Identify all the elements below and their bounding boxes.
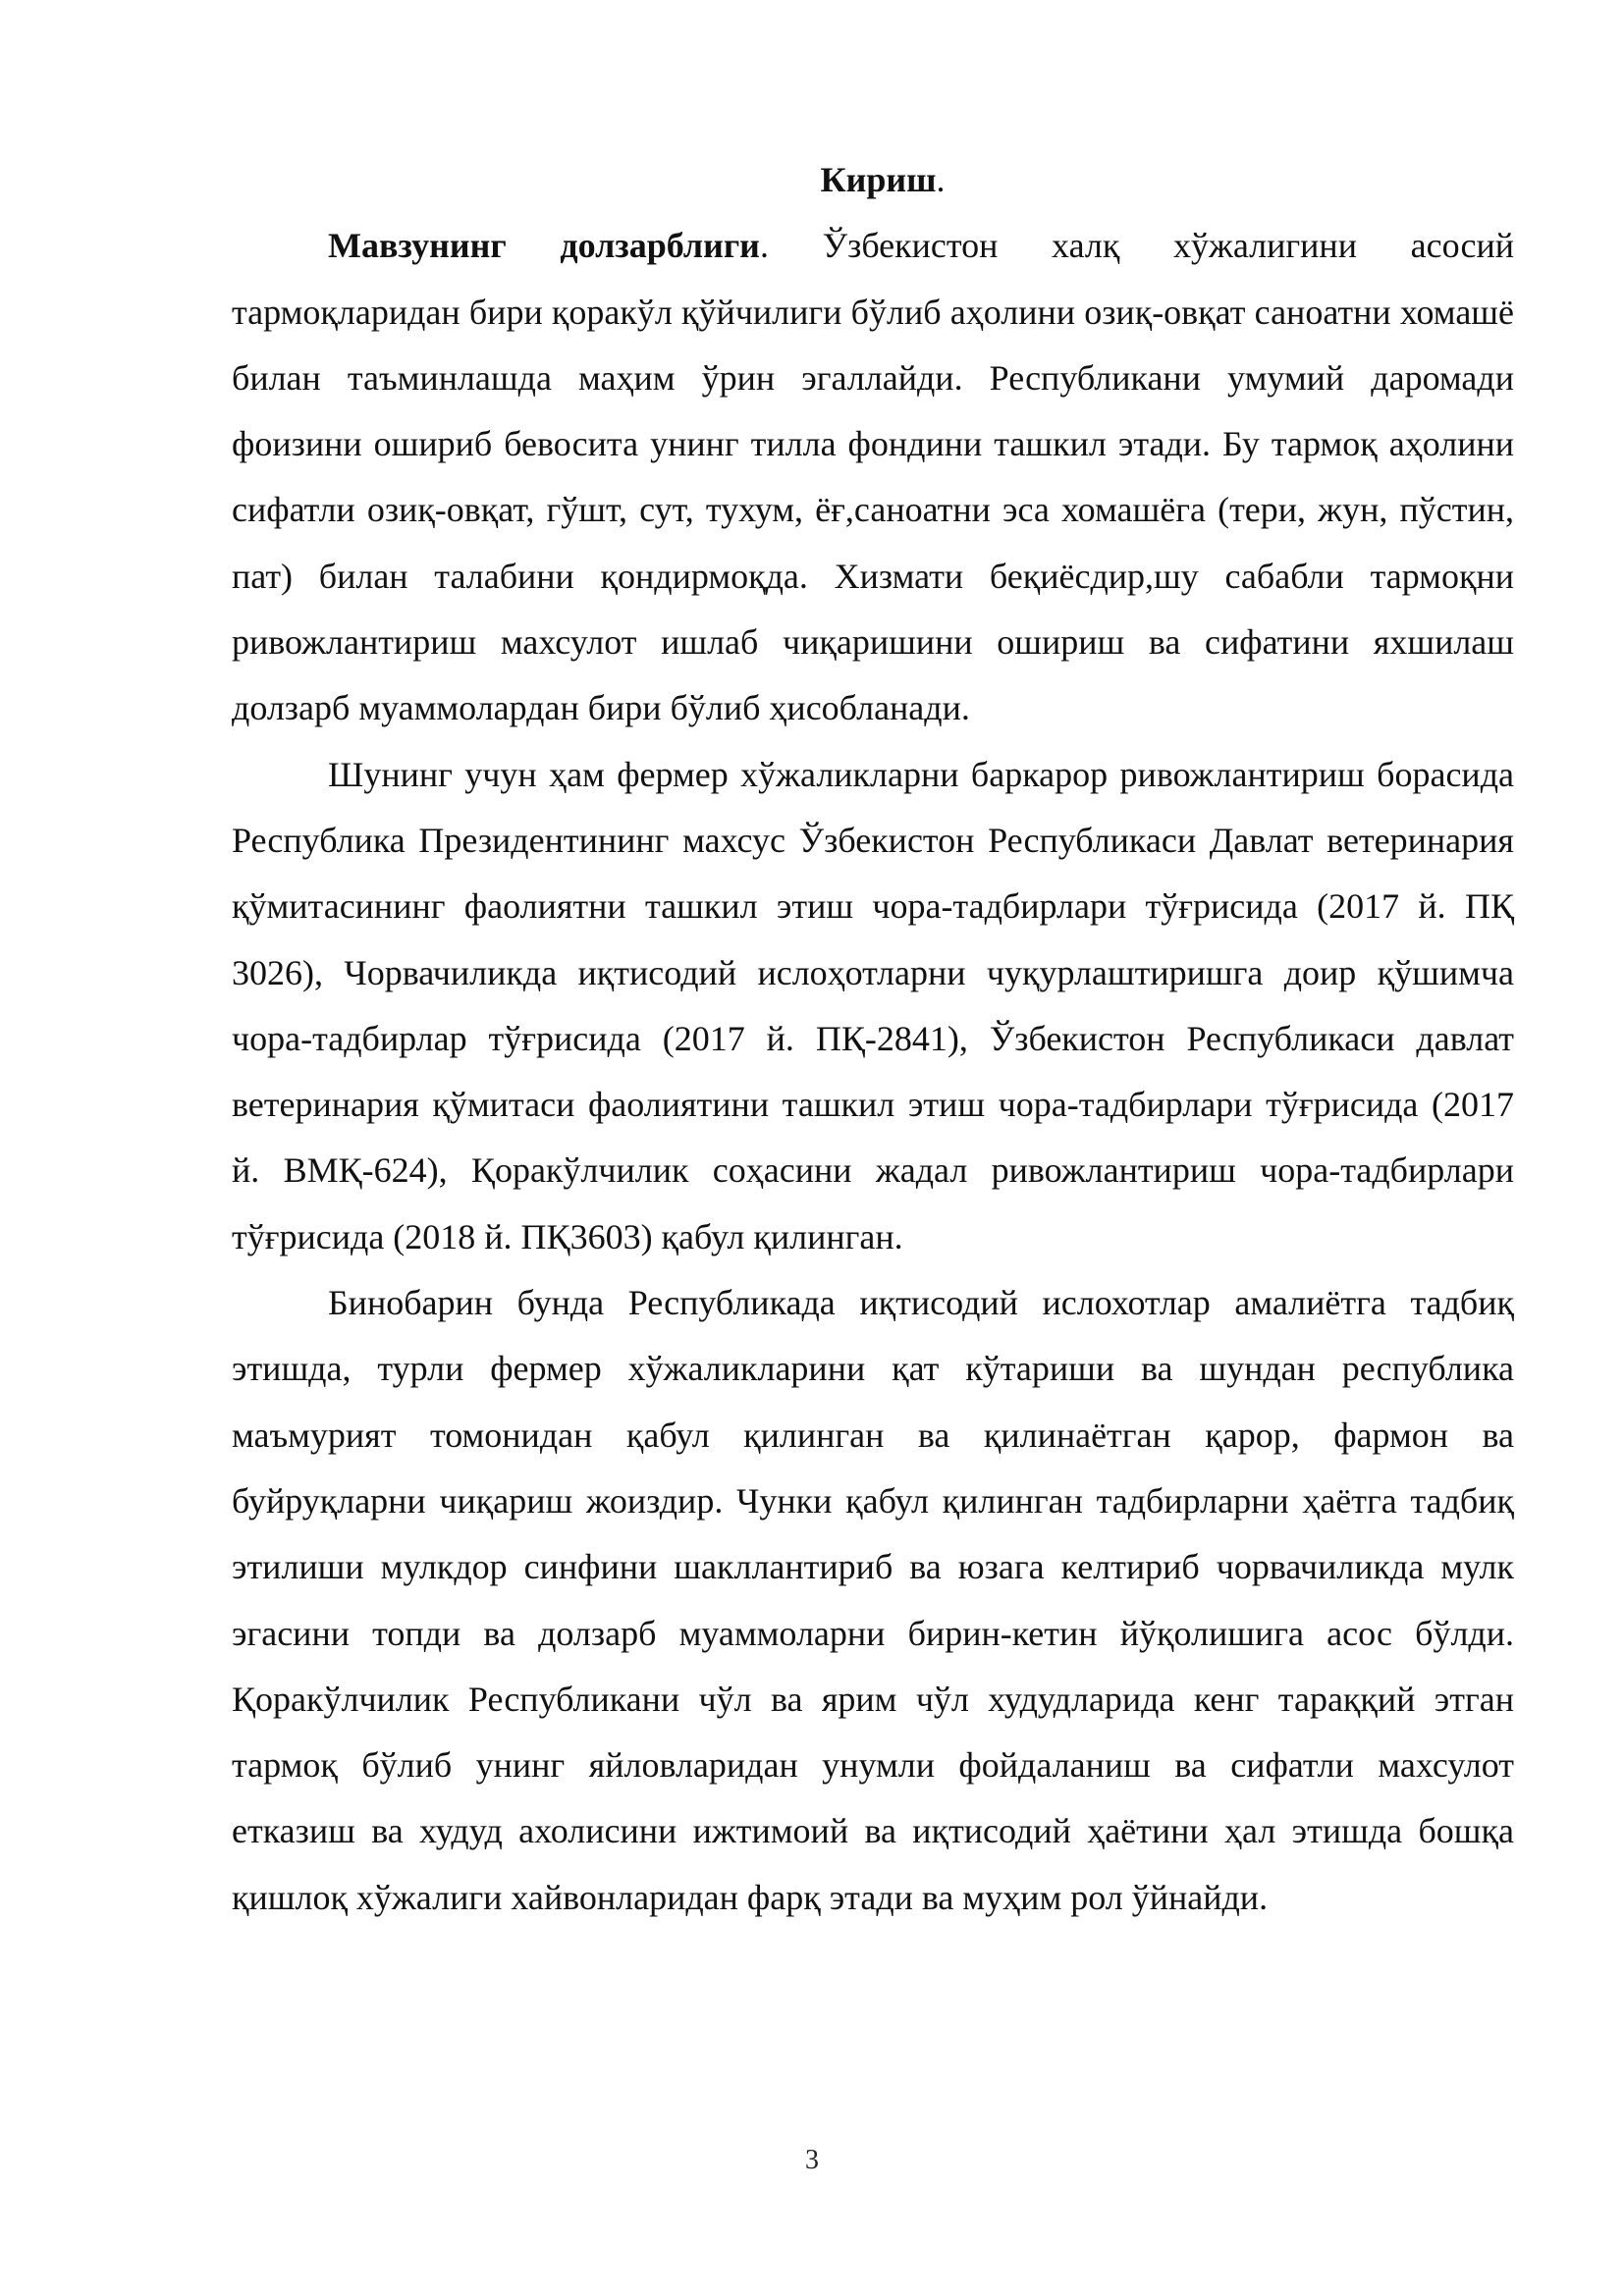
document-body bbox=[232, 147, 1514, 1931]
paragraph-decrees bbox=[232, 742, 1514, 1270]
paragraph-reforms bbox=[232, 1270, 1514, 1931]
section-heading-title: Кириш bbox=[820, 160, 937, 199]
page-number: 3 bbox=[805, 2145, 819, 2175]
section-heading-punct: . bbox=[936, 160, 946, 199]
paragraph-text: . Ўзбекистон халқ хўжалигини асосий тармоқларидан бири қоракўл қўйчилиги бўлиб аҳолини озиқ-овқат саноатни хомашё билан таъминлашда маҳим ўрин эгаллайди. Республикани умумий даромади фоизини ошириб бевосита унинг тилла фондини ташкил этади. Бу тармоқ аҳолини сифатли озиқ-овқат, гўшт, сут, тухум, ёғ,саноатни эса хомашёга (тери, жун, пўстин, пат) билан талабини қондирмоқда. Хизмати беқиёсдир,шу сабабли тармоқни ривожлантириш махсулот ишлаб чиқаришини ошириш ва сифатини яхшилаш долзарб муаммолардан бири бўлиб ҳисобланади. bbox=[232, 226, 1514, 728]
paragraph-relevance bbox=[232, 213, 1514, 741]
paragraph-text: Шунинг учун ҳам фермер хўжаликларни баркарор ривожлантириш борасида Республика Президентининг махсус Ўзбекистон Республикаси Давлат ветеринария қўмитасининг фаолиятни ташкил этиш чора-тадбирлари тўғрисида (2017 й. ПҚ 3026), Чорвачиликда иқтисодий ислоҳотларни чуқурлаштиришга доир қўшимча чора-тадбирлар тўғрисида (2017 й. ПҚ-2841), Ўзбекистон Республикаси давлат ветеринария қўмитаси фаолиятини ташкил этиш чора-тадбирлари тўғрисида (2017 й. ВМҚ-624), Қоракўлчилик соҳасини жадал ривожлантириш чора-тадбирлари тўғрисида (2018 й. ПҚ3603) қабул қилинган. bbox=[232, 754, 1514, 1256]
section-heading bbox=[232, 147, 1514, 213]
paragraph-text: Бинобарин бунда Республикада иқтисодий ислохотлар амалиётга тадбиқ этишда, турли фермер хўжаликларини қат кўтариши ва шундан республика маъмурият томонидан қабул қилинган ва қилинаётган қарор, фармон ва буйруқларни чиқариш жоиздир. Чунки қабул қилинган тадбирларни ҳаётга тадбиқ этилиши мулкдор синфини шакллантириб ва юзага келтириб чорвачиликда мулк эгасини топди ва долзарб муаммоларни бирин-кетин йўқолишига асос бўлди. Қоракўлчилик Республикани чўл ва ярим чўл худудларида кенг тараққий этган тармоқ бўлиб унинг яйловларидан унумли фойдаланиш ва сифатли махсулот етказиш ва худуд ахолисини ижтимоий ва иқтисодий ҳаётини ҳал этишда бошқа қишлоқ хўжалиги хайвонларидан фарқ этади ва муҳим рол ўйнайди. bbox=[232, 1283, 1514, 1917]
paragraph-lead: Мавзунинг долзарблиги bbox=[328, 226, 760, 266]
